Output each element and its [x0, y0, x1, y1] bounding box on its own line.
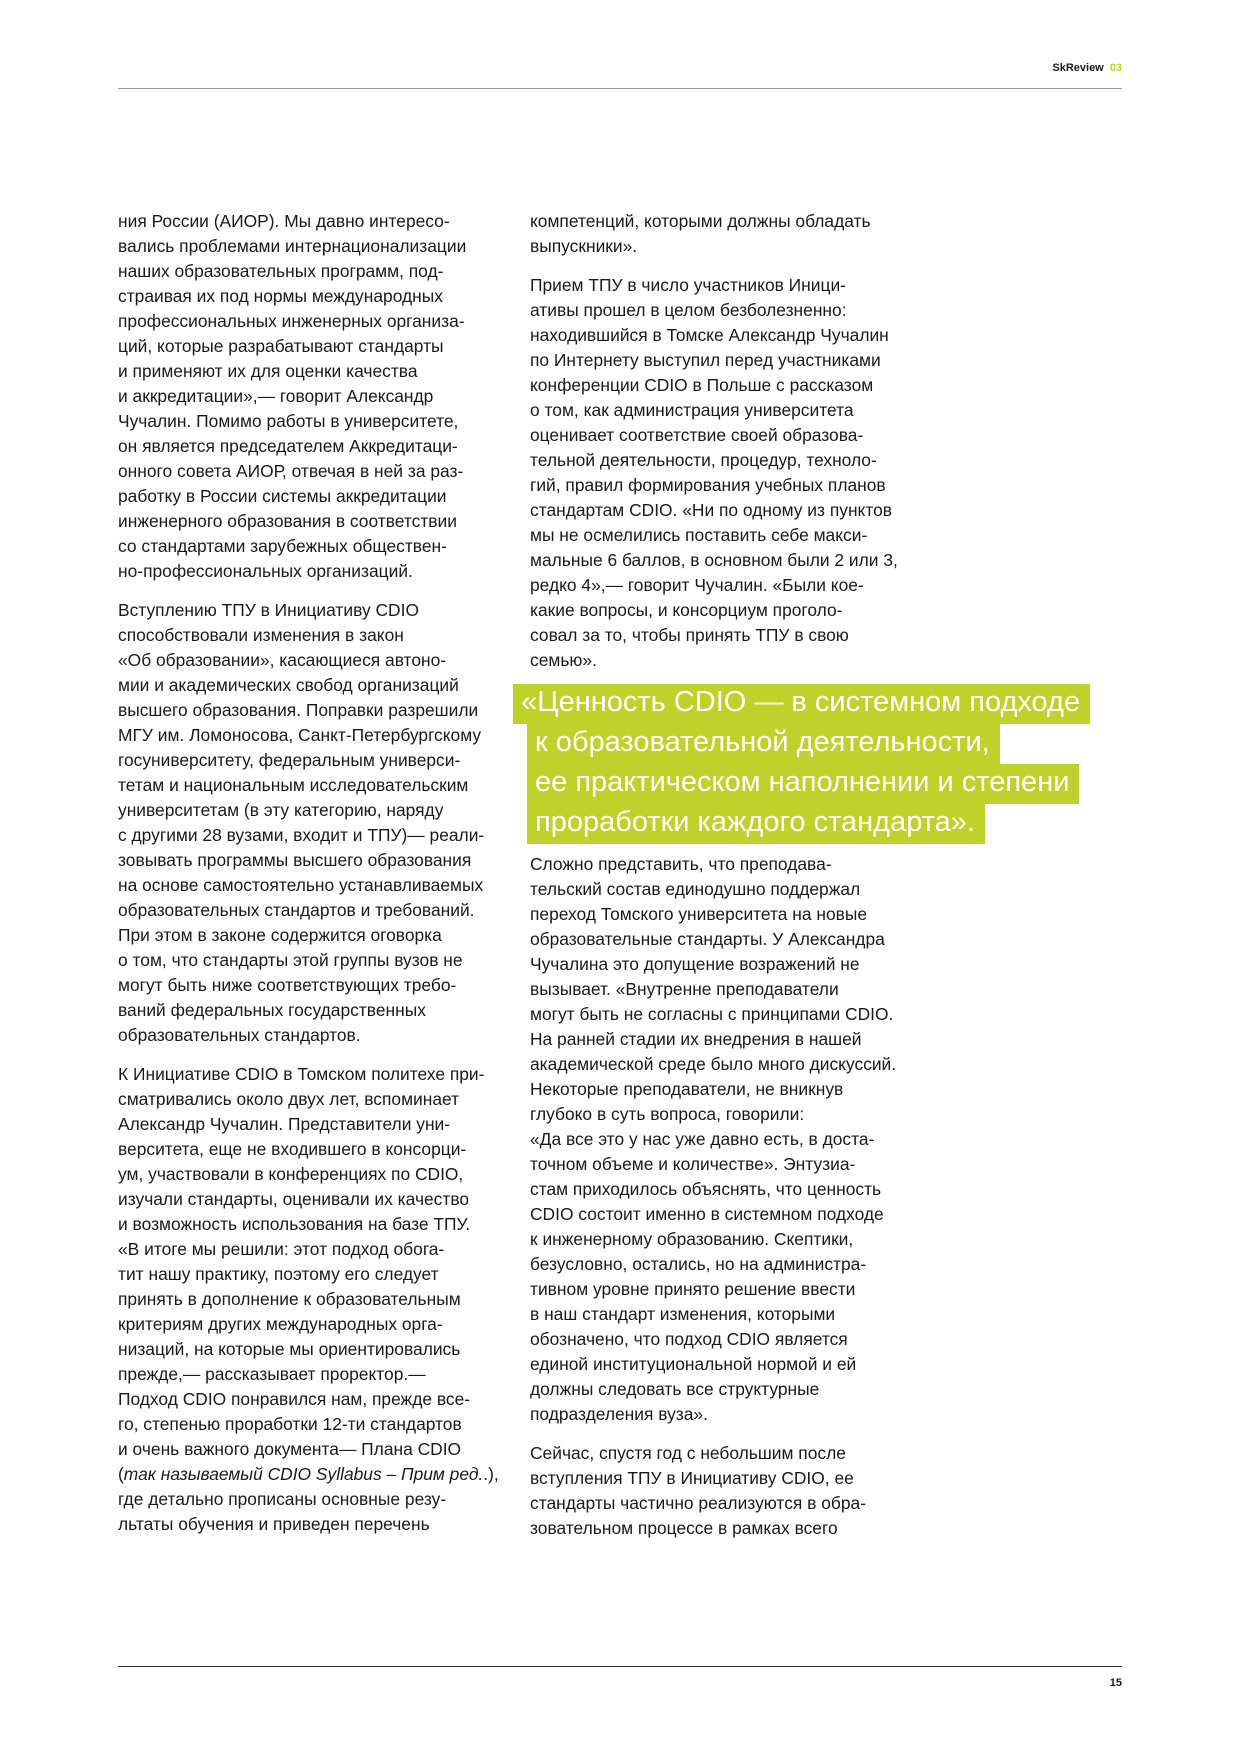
pull-quote-text: проработки каждого стандарта».	[527, 804, 985, 844]
pull-quote-line	[513, 804, 1090, 844]
paragraph: Сейчас, спустя год с небольшим после вступления ТПУ в Инициативу CDIO, ее стандарты частично реализуются в обра- зовательном процессе в рамках всего	[530, 1443, 866, 1538]
text-column-3	[530, 852, 930, 1555]
running-header	[118, 58, 1122, 89]
paragraph: Вступлению ТПУ в Инициативу CDIO способствовали изменения в закон «Об образовании», касающиеся автоно- мии и академических свобод организаций высшего образования. Поправки разрешили МГУ им. Ломоносова, Санкт-Петербургскому госуниверситету, федеральным универси- тетам и национальным исследовательским университетам (в эту категорию, наряду с другими 28 вузами, входит и ТПУ)— реали- зовывать программы высшего образования на основе самостоятельно устанавливаемых образовательных стандартов и требований. При этом в законе содержится оговорка о том, что стандарты этой группы вузов не могут быть ниже соответствующих требо- ваний федеральных государственных образовательных стандартов.	[118, 600, 485, 1045]
paragraph: К Инициативе CDIO в Томском политехе при- сматривались около двух лет, вспоминает Александр Чучалин. Представители уни- верситета, еще не входившего в консорци- ум, участвовали в конференциях по CDIO, изучали стандарты, оценивали их качество и возможность использования на базе ТПУ. «В итоге мы решили: этот подход обога- тит нашу практику, поэтому его следует принять в дополнение к образовательным критериям других международных орга- низаций, на которые мы ориентировались прежде,— рассказывает проректор.— Подход CDIO понравился нам, прежде все- го, степенью проработки 12-ти стандартов и очень важного документа— Плана CDIO (так называемый CDIO Syllabus – Прим ред..), где детально прописаны основные резу- льтаты обучения и приведен перечень	[118, 1064, 499, 1534]
pull-quote-text: ее практическом наполнении и степени	[527, 764, 1079, 804]
magazine-title: SkReview	[1052, 62, 1104, 74]
paragraph-text: К Инициативе CDIO в Томском политехе при- сматривались около двух лет, вспоминает Александр Чучалин. Представители уни- верситета, еще не входившего в консорци- ум, участвовали в конференциях по CDIO, изучали стандарты, оценивали их качество и возможность использования на базе ТПУ. «В итоге мы решили: этот подход обога- тит нашу практику, поэтому его следует принять в дополнение к образовательным критериям других международных орга- низаций, на которые мы ориентировались прежде,— рассказывает проректор.— Подход CDIO понравился нам, прежде все- го, степенью проработки 12-ти стандартов и очень важного документа— Плана CDIO	[118, 1064, 485, 1459]
header-title-group	[1052, 62, 1122, 74]
paragraph: Сложно представить, что преподава- тельский состав единодушно поддержал переход Томского университета на новые образовательные стандарты. У Александра Чучалина это допущение возражений не вызывает. «Внутренне преподаватели могут быть не согласны с принципами CDIO. На ранней стадии их внедрения в нашей академической среде было много дискуссий. Некоторые преподаватели, не вникнув глубоко в суть вопроса, говорили: «Да все это у нас уже давно есть, в доста- точном объеме и количестве». Энтузиа- стам приходилось объяснять, что ценность CDIO состоит именно в системном подходе к инженерному образованию. Скептики, безусловно, остались, но на администра- тивном уровне принято решение ввести в наш стандарт изменения, которыми обозначено, что подход CDIO является единой институциональной нормой и ей должны следовать все структурные подразделения вуза».	[530, 854, 897, 1424]
paragraph: Прием ТПУ в число участников Иници- ативы прошел в целом безболезненно: находившийся в Томске Александр Чучалин по Интернету выступил перед участниками конференции CDIO в Польше с рассказом о том, как администрация университета оценивает соответствие своей образова- тельной деятельности, процедур, техноло- гий, правил формирования учебных планов стандартам CDIO. «Ни по одному из пунктов мы не осмелились поставить себе макси- мальные 6 баллов, в основном были 2 или 3, редко 4»,— говорит Чучалин. «Были кое- какие вопросы, и консорциум проголо- совал за то, чтобы принять ТПУ в свою семью».	[530, 275, 898, 670]
pull-quote-text: к образовательной деятельности,	[527, 724, 1000, 764]
paragraph: компетенций, которыми должны обладать выпускники».	[530, 211, 871, 256]
page-number: 15	[1109, 1677, 1122, 1689]
text-column-1	[118, 209, 518, 1551]
text-column-2	[530, 209, 930, 687]
pull-quote-text: «Ценность CDIO — в системном подходе	[513, 684, 1090, 724]
pull-quote-line	[513, 724, 1090, 764]
editor-note: так называемый CDIO Syllabus – Прим ред.	[123, 1464, 484, 1484]
issue-number: 03	[1109, 62, 1122, 74]
pull-quote-line	[513, 684, 1090, 724]
paragraph: ния России (АИОР). Мы давно интересо- вались проблемами интернационализации наших образовательных программ, под- страивая их под нормы международных профессиональных инженерных организа- ций, которые разрабатывают стандарты и применяют их для оценки качества и аккредитации»,— говорит Александр Чучалин. Помимо работы в университете, он является председателем Аккредитаци- онного совета АИОР, отвечая в ней за раз- работку в России системы аккредитации инженерного образования в соответствии со стандартами зарубежных обществен- но-профессиональных организаций.	[118, 211, 467, 581]
paragraph-text: где детально прописаны основные резу- льтаты обучения и приведен перечень	[118, 1489, 447, 1534]
pull-quote-line	[513, 764, 1090, 804]
page-footer	[118, 1666, 1122, 1689]
pull-quote	[513, 684, 1090, 844]
